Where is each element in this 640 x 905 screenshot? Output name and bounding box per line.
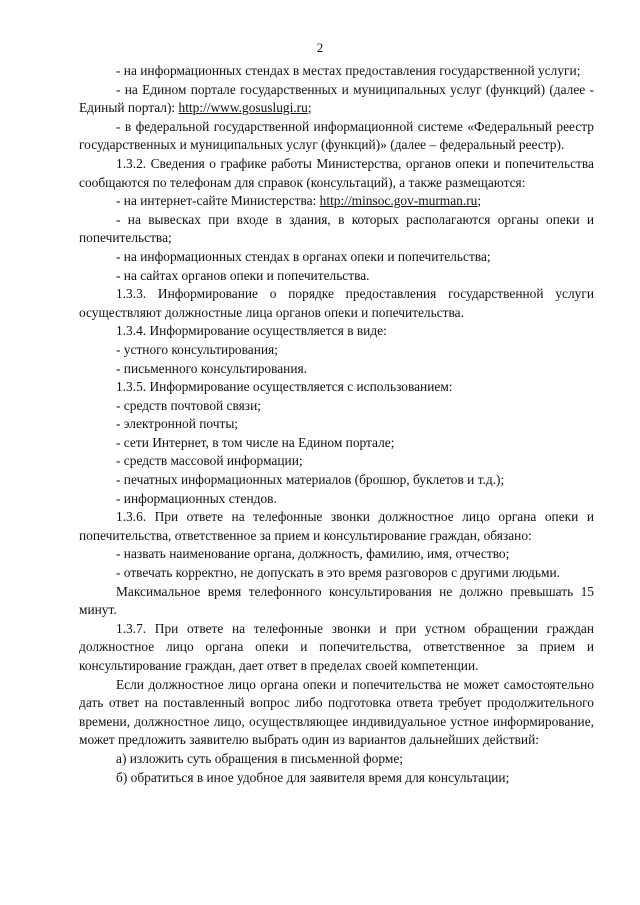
paragraph: - средств массовой информации; xyxy=(116,453,303,469)
paragraph: 1.3.4. Информирование осуществляется в виде: xyxy=(116,323,387,339)
paragraph: - информационных стендов. xyxy=(116,490,277,506)
document-body xyxy=(79,62,594,787)
paragraph: 1.3.5. Информирование осуществляется с использованием: xyxy=(116,379,453,395)
paragraph: 1.3.2. Сведения о графике работы Министерства, органов опеки и попечительства сообщаются по телефонам для справок (консультаций), а также размещаются: xyxy=(79,155,594,190)
paragraph: - на сайтах органов опеки и попечительства. xyxy=(116,267,370,283)
paragraph: - назвать наименование органа, должность, фамилию, имя, отчество; xyxy=(116,546,510,562)
paragraph: - в федеральной государственной информационной системе «Федеральный реестр государственных и муниципальных услуг (функций)» (далее – федеральный реестр). xyxy=(79,118,594,153)
paragraph: - устного консультирования; xyxy=(116,341,278,357)
paragraph: 1.3.6. При ответе на телефонные звонки должностное лицо органа опеки и попечительства, ответственное за прием и консультирование граждан, обязано: xyxy=(79,509,594,543)
paragraph: - средств почтовой связи; xyxy=(116,397,261,413)
paragraph: Если должностное лицо органа опеки и попечительства не может самостоятельно дать ответ на поставленный вопрос либо подготовка ответа требует продолжительного времени, должностное лицо, осуществляющее индивидуальное устное информирование, может предложить заявителю выбрать один из вариантов дальнейших действий: xyxy=(79,676,594,748)
paragraph: - на Едином портале государственных и муниципальных услуг (функций) (далее - Единый портал): http://www.gosuslugi.ru; xyxy=(79,81,594,116)
paragraph: б) обратиться в иное удобное для заявителя время для консультации; xyxy=(116,769,510,785)
paragraph: - отвечать корректно, не допускать в это время разговоров с другими людьми. xyxy=(116,565,560,581)
paragraph: Максимальное время телефонного консультирования не должно превышать 15 минут. xyxy=(79,583,594,618)
paragraph: - электронной почты; xyxy=(116,416,239,432)
paragraph: а) изложить суть обращения в письменной форме; xyxy=(116,750,403,766)
paragraph: - на информационных стендах в органах опеки и попечительства; xyxy=(116,248,491,264)
paragraph: - письменного консультирования. xyxy=(116,360,308,376)
paragraph: - на интернет-сайте Министерства: http://minsoc.gov-murman.ru; xyxy=(116,193,482,209)
paragraph: - сети Интернет, в том числе на Едином портале; xyxy=(116,434,395,450)
gosuslugi-link[interactable]: http://www.gosuslugi.ru xyxy=(178,100,308,116)
paragraph: - на информационных стендах в местах предоставления государственной услуги; xyxy=(116,63,581,78)
paragraph: 1.3.3. Информирование о порядке предоставления государственной услуги осуществляют должностные лица органов опеки и попечительства. xyxy=(79,286,594,320)
paragraph: 1.3.7. При ответе на телефонные звонки и при устном обращении граждан должностное лицо органа опеки и попечительства, ответственное за прием и консультирование граждан, дает ответ в пределах своей компетенции. xyxy=(79,620,594,673)
paragraph: - на вывесках при входе в здания, в которых располагаются органы опеки и попечительства; xyxy=(79,211,594,246)
ministry-site-link[interactable]: http://minsoc.gov-murman.ru xyxy=(319,193,478,209)
paragraph: - печатных информационных материалов (брошюр, буклетов и т.д.); xyxy=(116,472,505,488)
page-number: 2 xyxy=(316,40,324,55)
